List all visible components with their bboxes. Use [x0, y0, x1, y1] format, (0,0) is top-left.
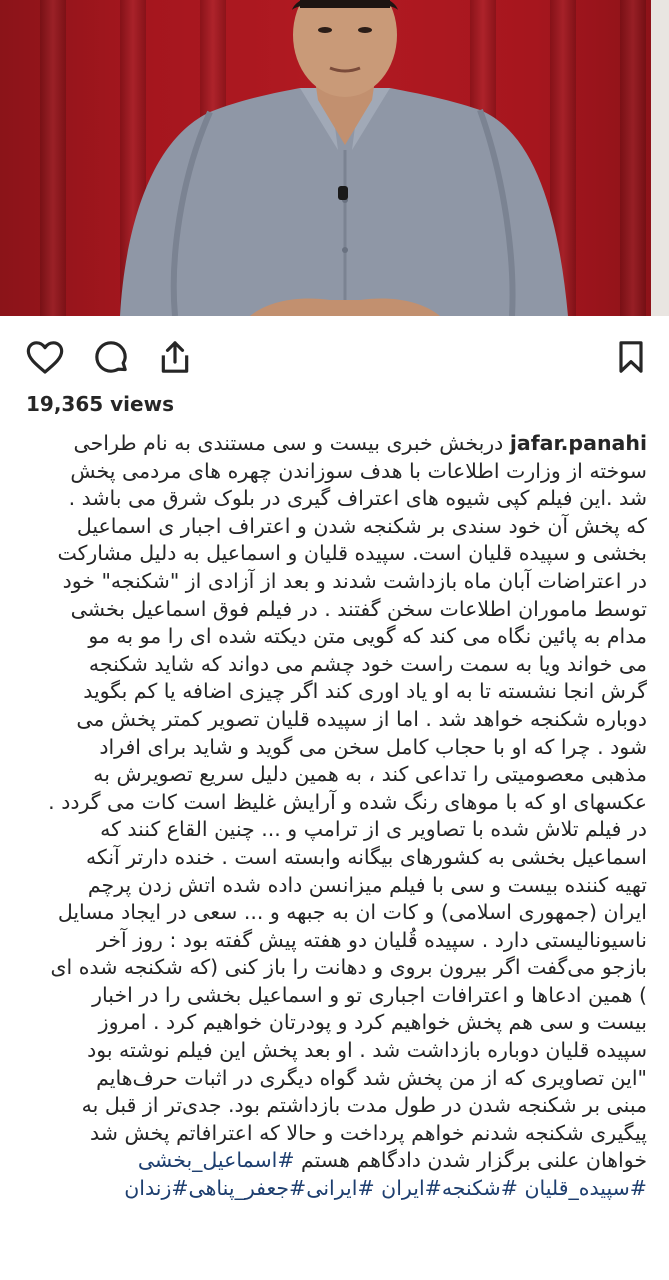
caption-line: بازجو می‌گفت اگر بیرون بروی و دهانت را باز کنی (که شکنجه شده ای: [50, 955, 647, 980]
post-caption: [22, 430, 647, 1203]
caption-line: دوباره شکنجه خواهد شد . اما از سپیده قلیان تصویر کمتر پخش می: [76, 706, 647, 731]
caption-line: مذهبی معصومیتی را تداعی کند ، به همین دلیل سریع تصویرش به: [93, 762, 647, 787]
hashtag-link[interactable]: #جعفر_پناهی: [188, 1176, 307, 1201]
caption-line: ایران (جمهوری اسلامی) و کات ان به جبهه و ... سعی در ایجاد مسایل: [57, 900, 647, 925]
caption-line: در اعتراضات آبان ماه بازداشت شدند و بعد از آزادی از "شکنجه" خود: [62, 568, 647, 593]
caption-line: اسماعیل بخشی به کشورهای بیگانه وابسته است . خنده دارتر آنکه: [86, 844, 647, 869]
hashtag-link[interactable]: #شکنجه: [441, 1176, 518, 1201]
caption-line: می خواند ویا به سمت راست خود چشم می دواند که شاید شکنجه: [88, 651, 647, 676]
caption-hashtags-line: [22, 1175, 647, 1203]
caption-line: "این تصاویری که از من پخش شد گواه دیگری در اثبات حرف‌هایم: [96, 1065, 647, 1090]
caption-line: ناسیونالیستی دارد . سپیده قُلیان دو هفته پیش گفته بود : روز آخر: [97, 927, 647, 952]
hashtag-link[interactable]: #ایرانی: [306, 1176, 375, 1201]
heart-icon[interactable]: [24, 336, 66, 378]
caption-line: ) همین ادعاها و اعترافات اجباری تو و اسماعیل بخشی را در اخبار: [92, 982, 647, 1007]
bookmark-icon[interactable]: [610, 336, 652, 378]
caption-line: در فیلم تلاش شده با تصاویر ی از ترامپ و ... چنین القاع کنند که: [100, 817, 647, 842]
caption-line: شود . چرا که او با حجاب کامل سخن می گوید و شاید برای افراد: [99, 734, 647, 759]
caption-line: که پخش آن خود سندی بر شکنجه شدن و اعتراف اجبار ی اسماعیل: [76, 513, 647, 538]
hashtag-link[interactable]: #اسماعیل_بخشی: [137, 1148, 295, 1173]
caption-line: پیگیری شکنجه شدنم خواهم پرداخت و حالا که اعترافاتم پخش شد: [90, 1120, 647, 1145]
hashtag-link[interactable]: #زندان: [124, 1176, 189, 1201]
comment-bubble-icon[interactable]: [90, 336, 132, 378]
caption-line: بیست و سی هم پخش خواهیم کرد و پودرتان خواهیم کرد . امروز: [98, 1010, 647, 1035]
caption-line: سوخته از وزارت اطلاعات با هدف سوزاندن چهره های مردمی پخش: [70, 458, 647, 483]
post-media[interactable]: [0, 0, 669, 316]
caption-line: عکسهای او که با موهای رنگ شده و آرایش غلیظ است کات می گردد .: [48, 789, 647, 814]
username-link[interactable]: jafar.panahi: [509, 431, 647, 455]
caption-line: خواهان علنی برگزار شدن دادگاهم هستم #اسماعیل_بخشی: [137, 1148, 647, 1173]
caption-line: شد .این فیلم کپی شیوه های اعتراف گیری در بلوک شرق می باشد .: [68, 486, 647, 511]
view-count[interactable]: 19,365 views: [26, 392, 174, 416]
caption-line: گرش انجا نشسته تا به او یاد اوری کند اگر چیزی اضافه یا کم بگوید: [83, 679, 647, 704]
caption-line: سپیده قلیان دوباره بازداشت شد . او بعد پخش این فیلم نوشته بود: [87, 1038, 647, 1063]
caption-line: jafar.panahi دربخش خبری بیست و سی مستندی به نام طراحی: [73, 431, 647, 455]
post-action-bar: [0, 324, 669, 388]
hashtag-link[interactable]: #ایران: [381, 1176, 442, 1201]
share-icon[interactable]: [154, 336, 196, 378]
hashtag-link[interactable]: #سپیده_قلیان: [524, 1176, 647, 1201]
caption-line: بخشی و سپیده قلیان است. سپیده قلیان و اسماعیل به دلیل مشارکت: [57, 541, 647, 566]
person-figure: [0, 0, 669, 316]
caption-line: مدام به پائین نگاه می کند که گویی متن دیکته شده ای را مو به مو: [88, 624, 647, 649]
caption-line: مبنی بر شکنجه شدن در طول مدت بازداشتم بود. جدی‌تر از قبل به: [81, 1093, 647, 1118]
caption-line: توسط ماموران اطلاعات سخن گفتند . در فیلم فوق اسماعیل بخشی: [70, 596, 647, 621]
caption-line: تهیه کننده بیست و سی با فیلم میزانسن داده شده اتش زدن پرچم: [87, 872, 647, 897]
